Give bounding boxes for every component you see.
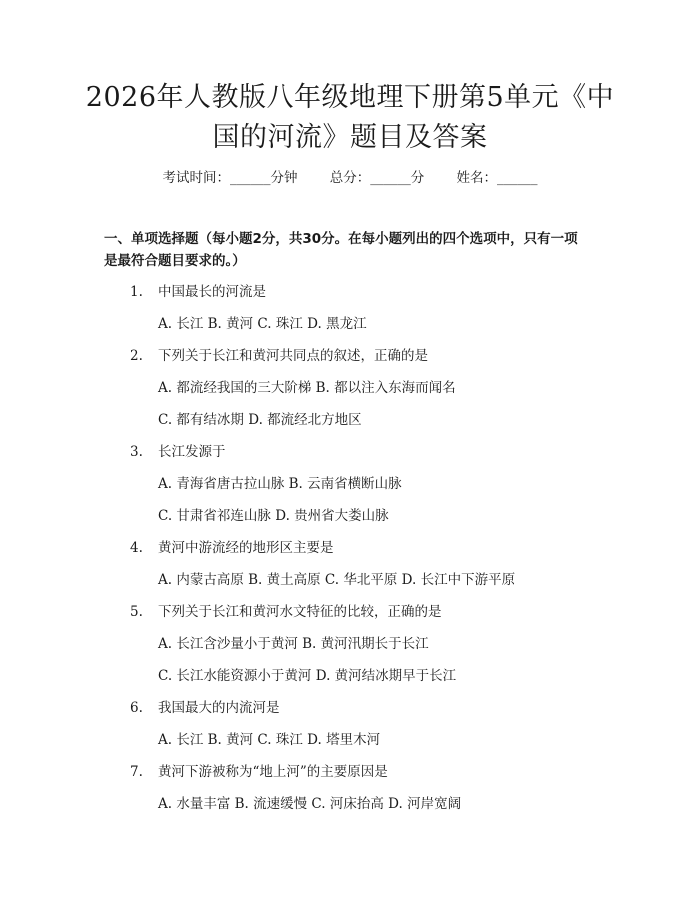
title-line-1: 2026年人教版八年级地理下册第5单元《中	[85, 82, 615, 113]
answer-options: C. 长江水能资源小于黄河 D. 黄河结冰期早于长江	[158, 668, 457, 684]
question-stem	[130, 344, 610, 376]
question-text: 下列关于长江和黄河水文特征的比较，正确的是	[158, 604, 442, 620]
answer-options: A. 青海省唐古拉山脉 B. 云南省横断山脉	[158, 476, 402, 492]
exam-time: 考试时间：______分钟	[162, 170, 298, 186]
question-list	[130, 280, 610, 824]
question-number: 2.	[130, 348, 143, 364]
question-number: 3.	[130, 444, 143, 460]
question-text: 黄河下游被称为“地上河”的主要原因是	[158, 764, 388, 780]
question-stem	[130, 440, 610, 472]
question-item	[130, 600, 610, 696]
title-line-2: 国的河流》题目及答案	[212, 122, 488, 153]
total-score: 总分：______分	[329, 170, 425, 186]
section-heading	[104, 228, 604, 272]
question-text: 我国最大的内流河是	[158, 700, 280, 716]
question-item	[130, 696, 610, 760]
question-text: 下列关于长江和黄河共同点的叙述，正确的是	[158, 348, 428, 364]
question-item	[130, 536, 610, 600]
answer-options: A. 长江 B. 黄河 C. 珠江 D. 黑龙江	[158, 316, 367, 332]
question-text: 长江发源于	[158, 444, 226, 460]
answer-options: C. 甘肃省祁连山脉 D. 贵州省大娄山脉	[158, 508, 389, 524]
exam-info	[0, 168, 700, 188]
question-item	[130, 440, 610, 536]
question-stem	[130, 600, 610, 632]
question-item	[130, 280, 610, 344]
question-stem	[130, 536, 610, 568]
answer-options: A. 长江 B. 黄河 C. 珠江 D. 塔里木河	[158, 732, 381, 748]
question-number: 7.	[130, 764, 143, 780]
question-item	[130, 344, 610, 440]
question-number: 4.	[130, 540, 143, 556]
document-title	[60, 78, 640, 158]
answer-options: A. 内蒙古高原 B. 黄土高原 C. 华北平原 D. 长江中下游平原	[158, 572, 516, 588]
student-name: 姓名：______	[456, 170, 538, 186]
question-stem	[130, 760, 610, 792]
section-heading-line-2: 是最符合题目要求的。）	[104, 253, 246, 269]
question-number: 6.	[130, 700, 143, 716]
question-number: 1.	[130, 284, 143, 300]
question-text: 中国最长的河流是	[158, 284, 266, 300]
question-number: 5.	[130, 604, 143, 620]
answer-options: C. 都有结冰期 D. 都流经北方地区	[158, 412, 362, 428]
answer-options: A. 水量丰富 B. 流速缓慢 C. 河床抬高 D. 河岸宽阔	[158, 796, 462, 812]
answer-options: A. 长江含沙量小于黄河 B. 黄河汛期长于长江	[158, 636, 429, 652]
answer-options: A. 都流经我国的三大阶梯 B. 都以注入东海而闻名	[158, 380, 456, 396]
section-heading-line-1: 一、单项选择题（每小题2分，共30分。在每小题列出的四个选项中，只有一项	[104, 231, 578, 247]
question-stem	[130, 280, 610, 312]
question-stem	[130, 696, 610, 728]
question-item	[130, 760, 610, 824]
question-text: 黄河中游流经的地形区主要是	[158, 540, 334, 556]
